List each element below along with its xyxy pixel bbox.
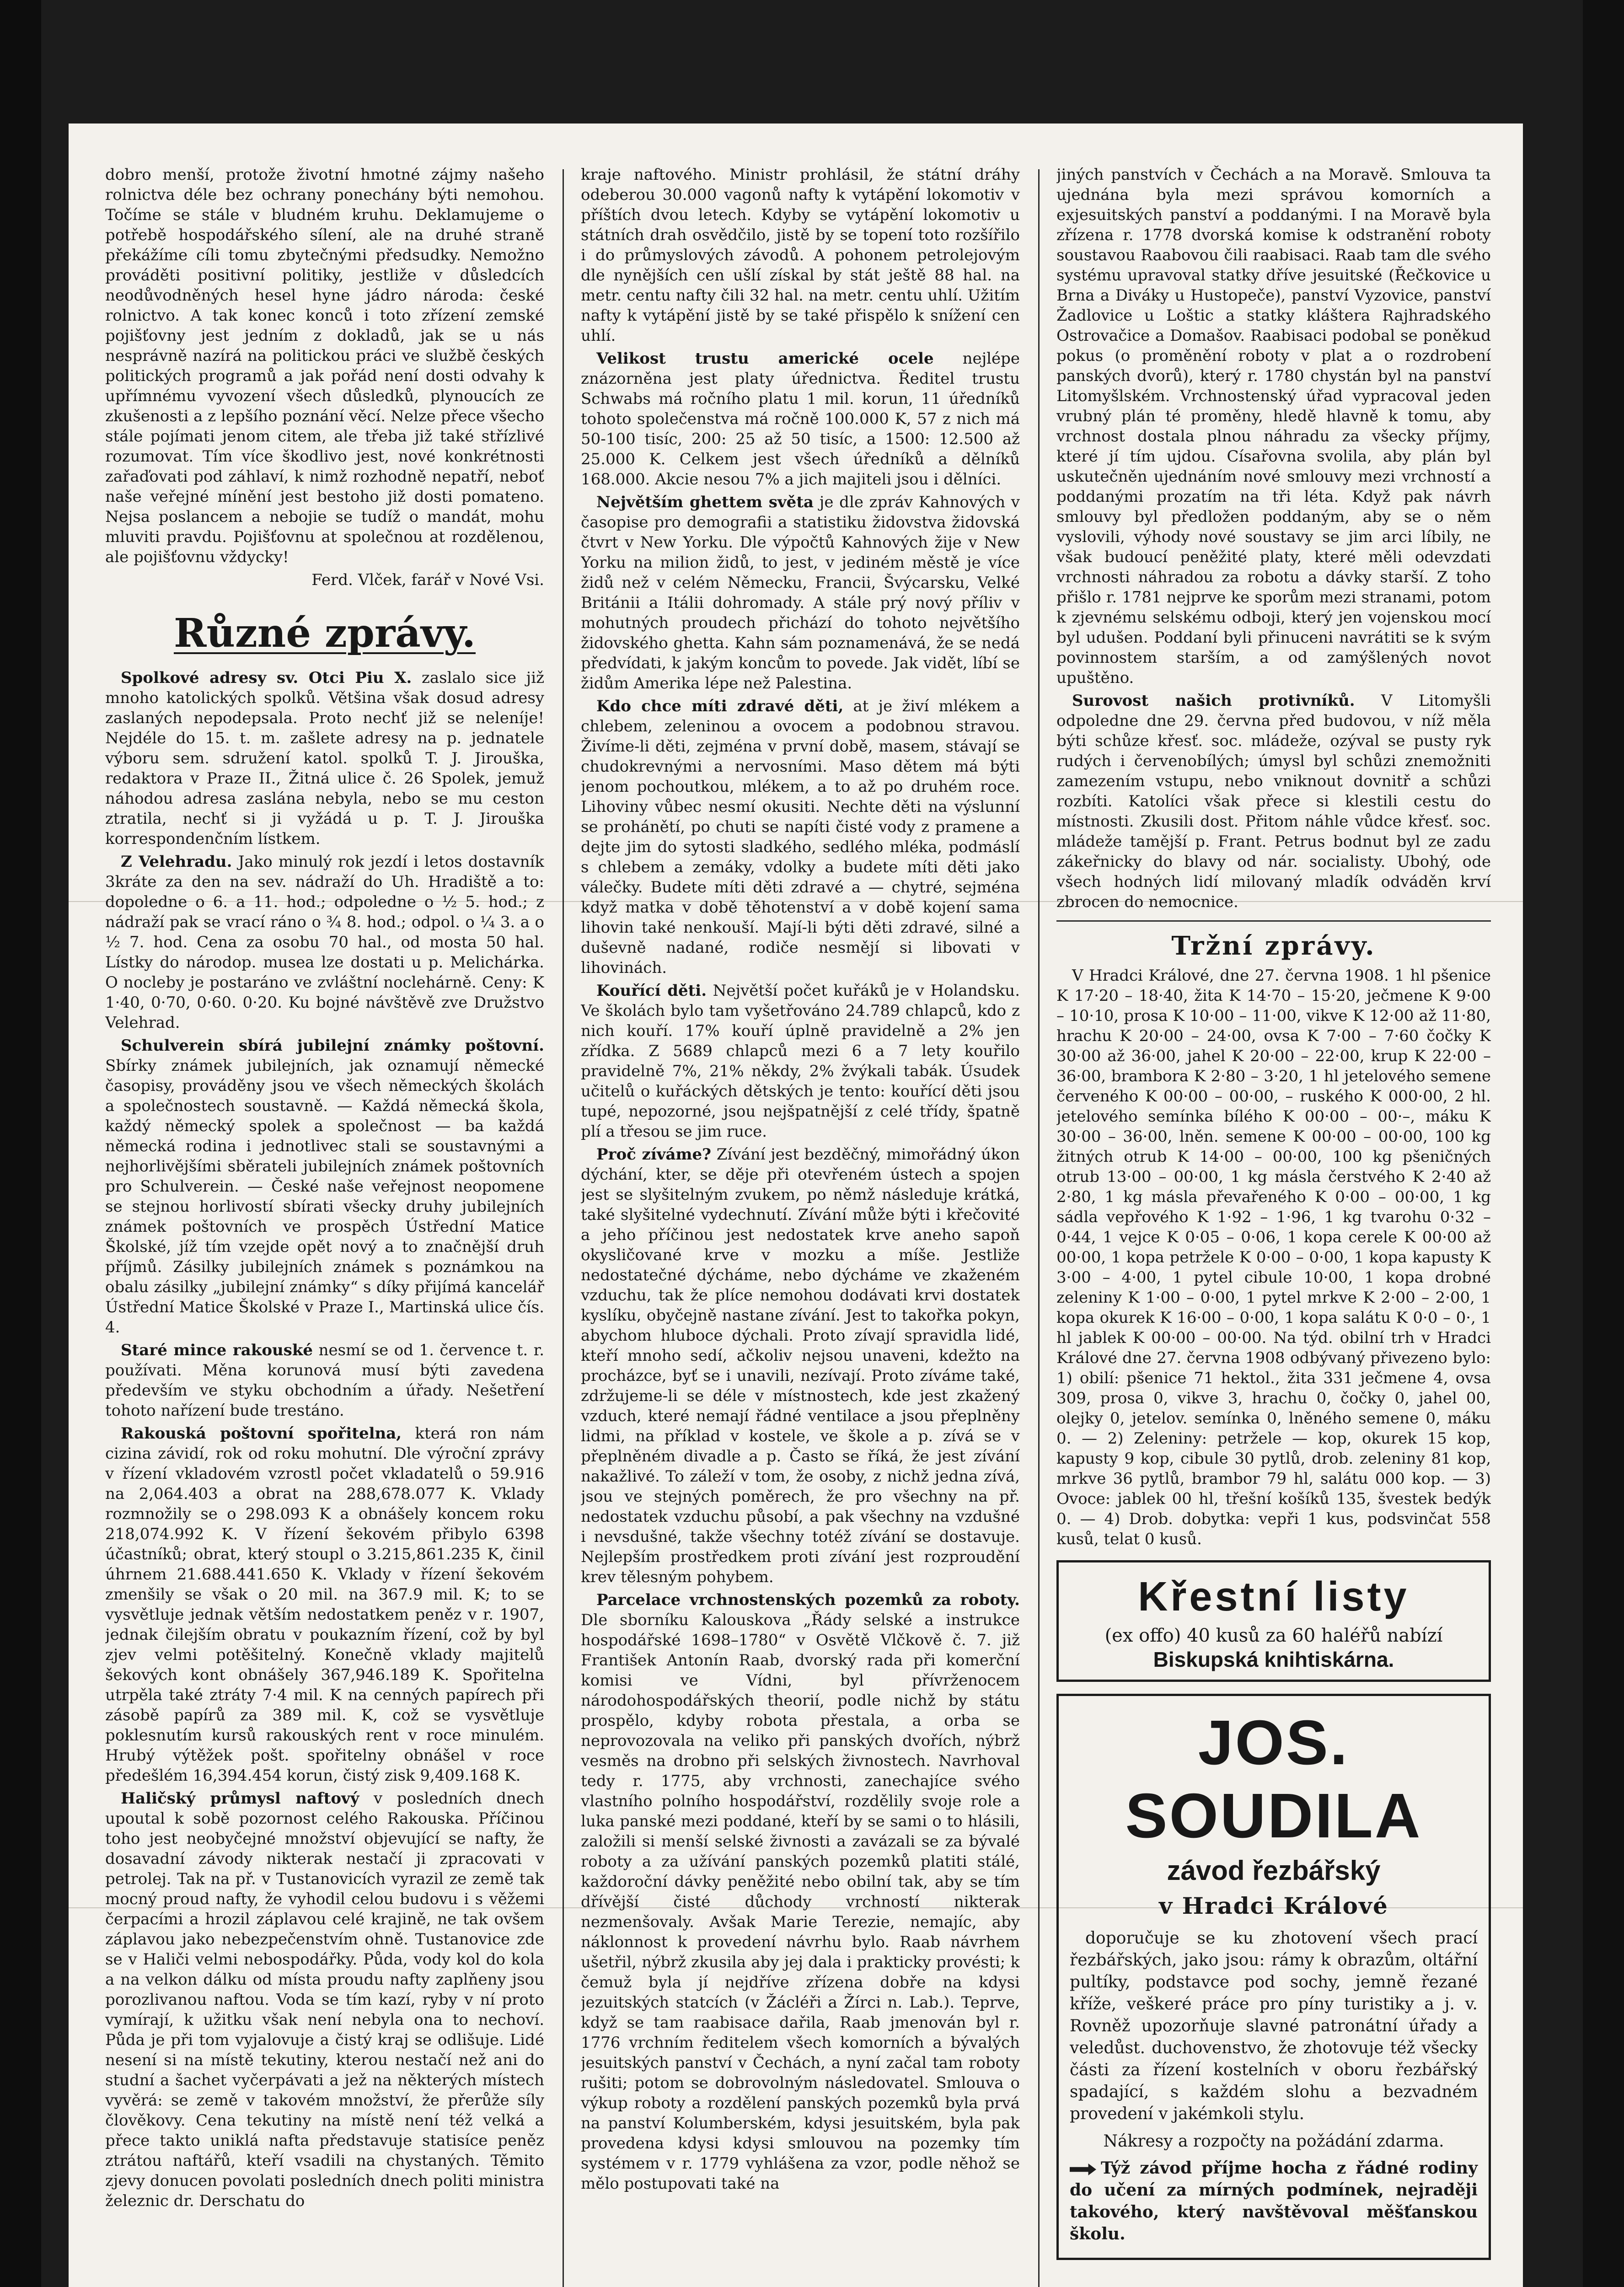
scan-border-right xyxy=(1583,0,1624,2287)
news-item-heading: Velikost trustu americké ocele xyxy=(596,349,934,368)
news-item-text: v posledních dnech upoutal k sobě pozornost celého Rakouska. Příčinou toho jest neobyčejné množství objevující se nafty, že dosavadní závody nikterak nestačí ji zpracovati v petrolej. Tak na př. v Tustanovicích vyrazil ze země tak mocný proud nafty, že vyhodil celou budovu i s věžemi čerpacími a hrozil záplavou celé krajině, ne tak ovšem záplavou jako nebezpečenstvím ohně. Tustanovice zde se v Haliči velmi nebospodářky. Půda, vody kol do kola a na velkon dálku od místa proudu nafty zaplňeny jsou porozlivanou naftou. Voda se tím kazí, ryby v ní proto vymírají, k užitku však není nebyla ona to nechoví. Půda je při tom vyjalovuje a čistý kraj se odlišuje. Lidé nesení si na místě tekutiny, kterou nestačí než ani do studní a šachet vyčerpávati a jež na některých místech vyvěrá: se země v takovém množství, že přerůže síly člověkovy. Cena tekutiny na místě není též velká a přece takto uniklá nafta představuje statisíce peněz ztrátou naftářů, kteří vsadili na chystaných. Těmito zjevy donucen povolati posledních dnech politi ministra železnic dr. Derschatu do xyxy=(105,1789,544,2210)
ad-apprentice-text: Týž závod příjme hocha z řádné rodiny do učení za mírných podmínek, nejraději takového, který navštěvoval měšťanskou školu. xyxy=(1070,2158,1478,2244)
news-item-text: nesmí se od 1. července t. r. používati. Měna korunová musí býti zavedena především ve styku obchodním a úřady. Nešetření tohoto nařízení bude trestáno. xyxy=(105,1341,544,1420)
news-item xyxy=(1056,691,1491,912)
advertisement-baptism-certificates xyxy=(1056,1560,1491,1682)
news-item xyxy=(105,668,544,849)
news-item xyxy=(581,1144,1020,1587)
news-item-text: je dle zpráv Kahnových v časopise pro demografii a statistiku židovstva židovská čtvrt v New Yorku. Dle výpočtů Kahnových žije v New Yorku na milion židů, to jest, v jediném městě je více židů než v celém Německu, Francii, Švýcarsku, Velké Británii a Itálii dohromady. A stále prý nový příliv v mohutných proudech přichází do tohoto největšího židovského ghetta. Kahn sám poznamenává, že se nedá předvídati, k jakým koncům to povede. Jak vidět, líbí se židům Amerika lépe než Palestina. xyxy=(581,493,1020,693)
market-report-title: Tržní zprávy. xyxy=(1171,931,1376,961)
news-item-heading: Z Velehradu. xyxy=(121,853,232,871)
news-item-heading: Rakouská poštovní spořitelna, xyxy=(121,1424,402,1443)
ad-title: Křestní listy xyxy=(1138,1574,1410,1620)
news-item xyxy=(105,852,544,1033)
news-item-text: Zívání jest bezděčný, mimořádný úkon dýchání, kter, se děje při otevřeném ústech a spojen jest se slyšitelným zvukem, po němž následuje krátká, také slyšitelné vydechnutí. Zívání může býti i křečovité a jeho příčinou jest nedostatek krve aneho sapoň okysličované krve v mozku a míše. Jestliže nedostatečné dýcháme, nebo dýcháme ve zkaženém vzduchu, tak že plíce nemohou dodávati krvi dostatek kyslíku, obyčejně nastane zívání. Jest to takořka pokyn, abychom hluboce dýchali. Proto zívají spravidla lidé, kteří mnoho sedí, ačkoliv nejsou unaveni, kdežto na procházce, byť se i unavili, nezívají. Proto zíváme také, zdržujeme-li se déle v místnostech, kde jest zkažený vzduch, které nemají řádné ventilace a jsou přeplněny lidmi, na příklad v kostele, ve škole a p. zívá se v přeplněném divadle a p. Často se říká, že jest zívání nakažlivé. To záleží v tom, že osoby, z nichž jedna zívá, jsou ve stejných poměrech, že pro všechny na př. nedostatek vzduchu působí, a pak všechny na vzdušné i nevsdušné, takže všechny totéž zívání se dostavuje. Nejlepším prostředkem proti zívání jest rozproudění krev tělesným pohybem. xyxy=(581,1145,1020,1586)
news-item xyxy=(581,696,1020,978)
news-item xyxy=(581,492,1020,693)
ad-body-text: doporučuje se ku zhotovení všech prací řezbářských, jako jsou: rámy k obrazům, oltářní pultíky, podstavce pod sochy, jemně řezané kříže, veškeré práce pro píny turistiky a j. v. Rovněž upozorňuje slavné patronátní úřady a veledůst. duchovenstvo, že zhotovuje též všecky části za řízení kostelních v oboru řezbářský spadající, s každém slohu a bezvadném provedení v jakémkoli stylu. xyxy=(1070,1929,1478,2123)
news-item xyxy=(105,1423,544,1786)
article-paragraph: kraje naftového. Ministr prohlásil, že státní dráhy odeberou 30.000 vagonů nafty k vytápění lokomotiv v příštích dvou letech. Kdyby se vytápění lokomotiv u státních drah osvědčilo, jistě by se topení toto rozšířilo i do průmyslových závodů. A pohonem petrolejovým dle nynějších cen ušlí získal by stát ještě 88 hal. na metr. centu nafty čili 32 hal. na metr. centu uhlí. Užitím nafty k vytápění jistě by se také přispělo k snížení cen uhlí. xyxy=(581,166,1020,345)
news-item-heading: Proč zíváme? xyxy=(596,1145,712,1164)
column-divider xyxy=(563,169,564,2287)
column-divider xyxy=(1038,169,1040,2287)
news-item-text: Sbírky známek jubilejních, jak oznamují německé časopisy, prováděny jsou ve všech německých školách a společnostech soustavně. — Každá německá škola, každý německý spolek a společnost — ba každá německá rodina i jednotlivec stali se soustavnými a nejhorlivějšími sběrateli jubilejních známek poštovních pro Schulverein. — České naše veřejnost neopomene se stejnou horlivostí sbírati všecky druhy jubilejních známek poštovních ve prospěch Ústřední Matice Školské, jíž tím vzejde opět nový a to značnější druh příjmů. Zásilky jubilejních známek s poznámkou na obalu zásilky „jubilejní známky“ s díky přijímá kancelář Ústřední Matice Školské v Praze I., Martinská ulice čís. 4. xyxy=(105,1057,544,1337)
news-item-heading: Spolkové adresy sv. Otci Piu X. xyxy=(121,669,412,687)
article-paragraph: jiných panstvích v Čechách a na Moravě. Smlouva ta ujednána byla mezi správou komorních a exjesuitských panství a poddanými. I na Moravě byla zřízena r. 1778 dvorská komise k odstranění roboty soustavou Raabovou čili raabisaci. Raab tam dle svého systému upravoval statky dříve jesuitské (Řečkovice u Brna a Diváky u Hustopeče), panství Vyzovice, panství Žadlovice u Loštic a statky kláštera Rajhradského Ostrovačice a Domašov. Raabisaci podobal se poněkud pokus (o proměnění roboty v plat a o rozdrobení panských dvorů), který r. 1780 chystán byl na panství Litomyšlském. Vrchnostenský úřad vypracoval jeden vrubný plán té proměny, hledě hlavně k tomu, aby vrchnost dostala plnou náhradu za všecky příjmy, které jí tím ujdou. Císařovna svolila, aby plán byl uskutečněn ujednáním nové smlouvy mezi vrchností a poddanými prozatím na tři léta. Když pak návrh smlouvy byl předložen poddaným, aby se o něm vyslovili, výhody nové soustavy se jim arci líbily, ne však budoucí peněžité platy, které měli odevzdati vrchnosti náhradou za robotu a dávky starší. Z toho přišlo r. 1781 nejprve ke sporům mezi stranami, potom k zjevnému selskému odboji, který jen vojenskou mocí byl udušen. Poddaní byli přinuceni navrátiti se k svým povinnostem starším, a od zamýšlených novot upuštěno. xyxy=(1056,166,1491,687)
news-item xyxy=(105,1036,544,1337)
article-paragraph: dobro menší, protože životní hmotné zájmy našeho rolnictva déle bez ochrany ponechány býti nemohou. Točíme se stále v bludném kruhu. Deklamujeme o potřebě hospodářského sílení, ale na druhé straně překážíme cíli tomu zbytečnými předsudky. Nemožno prováděti positivní politiky, jestliže v důsledcích neodůvodněných hesel hyne jádro národa: české rolnictvo. A tak konec konců i toto zřízení zemské pojišťovny jest jedním z dokladů, jak se u nás nesprávně nazírá na politickou práci ve službě českých politických programů a jak pořád není dosti odvahy k upřímnému vyvození všech důsledků, plynoucích ze zkušenosti a z lepšího poznání věcí. Nelze přece všecho stále pojímati jenom citem, ale třeba již také střízlivé rozumovat. Tím více škodlivo jest, nové konkrétnosti zařaďovati pod záhlaví, k nimž rozhodně nepatří, neboť naše veřejné mínění jest bestoho již dosti pomateno. Nejsa poslancem a nebojie se tudíž o mandát, mohu mluviti pravdu. Pojišťovnu at společnou at rozdělenou, ale pojišťovnu vždycky! xyxy=(105,166,544,566)
news-item-text: zaslalo sice již mnoho katolických spolků. Většina však dosud adresy zaslaných nepodepsala. Proto nechť již se neleníje! Nejdéle do 15. t. m. zašlete adresy na p. jednatele výboru sem. sdružení katol. spolků T. J. Jirouška, redaktora v Praze II., Žitná ulice č. 26 Spolek, jemuž náhodou adresa zaslána nebyla, nebo se mu ceston ztratila, nechť si ji vyžádá u p. T. J. Jirouška korrespondenčním lístkem. xyxy=(105,669,544,848)
ad-apprentice-notice xyxy=(1070,2157,1478,2245)
ad-contact-text: Nákresy a rozpočty na požádání zdarma. xyxy=(1103,2132,1444,2151)
news-item-text: Největší počet kuřáků je v Holandsku. Ve školách bylo tam vyšetřováno 24.789 chlapců, kdo z nich kouří. 17% kouří úplně pravidelně a 2% jen zřídka. Z 5689 chlapců mezi 6 a 7 lety kouřilo pravidelně 7%, 21% někdy, 2% žvýkali tabák. Úsudek učitelů o kuřáckých dětských je tento: kouřící děti jsou tupé, nepozorné, jsou nejšpatnější z celé třídy, špatně plí a třesou se jim ruce. xyxy=(581,982,1020,1141)
news-item xyxy=(581,1590,1020,2194)
news-item-text: Jako minulý rok jezdí i letos dostavník 3kráte za den na sev. nádraží do Uh. Hradiště a to: dopoledne o 6. a 11. hod.; odpoledne o ½ 5. hod.; z nádraží pak se vrací ráno o ¾ 8. hod.; odpol. o ¼ 3. a o ½ 7. hod. Cena za osobu 70 hal., od mosta 50 hal. Lístky do národop. musea lze dostati u p. Melichárka. O nocleby je postaráno ve zvláštní noclehárně. Ceny: K 1·40, 0·70, 0·60. 0·20. Ku bojné návštěvě zve Družstvo Velehrad. xyxy=(105,853,544,1032)
news-item xyxy=(105,1788,544,2211)
section-title: Různé zprávy. xyxy=(173,610,476,656)
news-item-heading: Největším ghettem světa xyxy=(596,493,814,511)
news-item xyxy=(581,981,1020,1142)
news-item-heading: Surovost našich protivníků. xyxy=(1072,692,1355,710)
news-item-heading: Kouřící děti. xyxy=(596,982,707,1000)
column-right xyxy=(1056,165,1491,2287)
news-item-heading: Parcelace vrchnostenských pozemků za roboty. xyxy=(596,1591,1020,1609)
news-item xyxy=(105,1340,544,1421)
market-report-text: V Hradci Králové, dne 27. června 1908. 1 hl pšenice K 17·20 – 18·40, žita K 14·70 – 15·20, ječmene K 9·00 – 10·10, prosa K 10·00 – 11·00, vikve K 12·00 až 11·80, hrachu K 20·00 – 24·00, ovsa K 7·00 – 7·60 čočky K 30·00 až 36·00, jahel K 20·00 – 22·00, krup K 22·00 – 36·00, brambora K 2·80 – 3·20, 1 hl jetelového semene červeného K 00·00 – 00·00, – ruského K 000·00, 2 hl. jetelového semínka bílého K 00·00 – 00·–, máku K 30·00 – 36·00, lněn. semene K 00·00 – 00·00, 100 kg žitných otrub K 14·00 – 00·00, 100 kg pšeničných otrub 13·00 – 00·00, 1 kg másla čerstvého K 2·40 až 2·80, 1 kg másla převařeného K 0·00 – 00·00, 1 kg sádla vepřového K 1·92 – 1·96, 1 kg tvarohu 0·32 – 0·44, 1 vejce K 0·05 – 0·06, 1 kopa cerele K 00·00 až 00·00, 1 kopa petržele K 0·00 – 0·00, 1 kopa kapusty K 3·00 – 4·00, 1 pytel cibule 10·00, 1 kopa drobné zeleniny K 1·00 – 0·00, 1 pytel mrkve K 2·00 – 2·00, 1 kopa okurek K 16·00 – 0·00, 1 kopa salátu K 0·0 – 0·, 1 hl jablek K 00·00 – 00·00. Na týd. obilní trh v Hradci Králové dne 27. června 1908 odbývaný přivezeno bylo: 1) obilí: pšenice 71 hektol., žita 331 ječmene 4, ovsa 309, prosa 0, vikve 3, hrachu 0, čočky 0, jahel 00, olejky 0, jetelov. semínka 0, lněného semene 0, máku 0. — 2) Zeleniny: petržele — kop, okurek 15 kop, kapusty 9 kop, cibule 30 pytlů, drob. zeleniny 81 kop, mrkve 36 pytlů, brambor 79 hl, salátu 000 kop. — 3) Ovoce: jablek 00 hl, třešní košíků 135, švestek bedýk 0. — 4) Drob. dobytka: vepři 1 kus, podsvinčat 558 kusů, telat 0 kusů. xyxy=(1056,966,1491,1548)
ad-shop-name: Biskupská knihtiskárna. xyxy=(1153,1648,1394,1671)
author-signature: Ferd. Vlček, farář v Nové Vsi. xyxy=(311,571,544,589)
news-item-text: V Litomyšli odpoledne dne 29. června před budovou, v níž měla býti schůze křesť. soc. mládeže, ozýval se pusty ryk rudých i červenobílých; úmysl byl schůzi znemožniti zamezením vstupu, nebo vniknout dovnitř a schůzi rozbíti. Katolíci však přece si klestili cestu do místnosti. Zkusili dost. Přitom náhle vůdce křesť. soc. mládeže tamější p. Frant. Petrus bodnut byl ze zadu zákeřnicky do blavy od nár. socialisty. Ubohý, ode všech hodných lidí milovaný mladík odváděn krví zbrocen do nemocnice. xyxy=(1056,692,1491,911)
news-item-heading: Haličský průmysl naftový xyxy=(121,1789,359,1808)
news-item-heading: Schulverein sbírá jubilejní známky poštovní. xyxy=(121,1036,544,1055)
ad-company-name: JOS. SOUDILA xyxy=(1125,1707,1422,1851)
divider xyxy=(1056,920,1491,922)
ad-company-city: v Hradci Králové xyxy=(1159,1892,1388,1919)
advertisement-woodcarving xyxy=(1056,1694,1491,2260)
pointing-hand-icon xyxy=(1070,2164,1096,2175)
column-middle xyxy=(581,165,1020,2287)
news-item xyxy=(581,349,1020,489)
ad-company-subtitle: závod řezbářský xyxy=(1167,1855,1381,1886)
news-item-text: která ron nám cizina závidí, rok od roku mohutní. Dle výroční zprávy v řízení vkladovém vzrostl počet vkladatelů o 59.916 na 2,064.403 a obrat na 288,678.077 K. Vklady rozmnožily se o 298.093 K a obnášely koncem roku 218,074.992 K. V řízení šekovém přibylo 6398 účastníků; obrat, který stoupl o 3.215,861.235 K, činil úhrnem 21.688.441.650 K. Vklady v řízení šekovém zmenšily se však o 20 mil. na 367.9 mil. K; to se vysvětluje jednak větším nedostatkem peněz v r. 1907, jednak čilejším obratu v poukazním řízení, což by byl zjev velmi potěšitelný. Konečně vklady majitelů šekových kont obnášely 367,946.189 K. Spořitelna utrpěla také ztráty 7·4 mil. K na cenných papírech při zásobě papírů za 389 mil. K, což se vysvětluje poklesnutím kursů rakouských rent v roce minulém. Hrubý výtěžek pošt. spořitelny obnášel v roce předešlém 16,394.454 korun, čistý zisk 9,409.168 K. xyxy=(105,1424,544,1785)
news-item-text: at je živí mlékem a chlebem, zeleninou a ovocem a podobnou stravou. Živíme-li děti, zejména v první době, masem, stávají se chudokrevnými a nervosními. Maso dětem má býti jenom pochoutkou, mlékem, a to až po druhém roce. Lihoviny vůbec nesmí okusiti. Nechte děti na výslunní se prohánětí, po chuti se napíti čisté vody z pramene a dejte jim do sytosti sladkého, sedlého mléka, podmáslí s chlebem a zemáky, vdolky a budete míti děti jako válečky. Budete míti děti zdravé a — chytré, sejména když matka v době těhotenství a v době kojení sama lihovin také nenkouší. Mají-li býti děti zdravé, silné a duševně nadané, rodiče nesmějí si libovati v lihovinách. xyxy=(581,697,1020,977)
newspaper-page xyxy=(69,123,1523,2287)
news-item-text: nejlépe znázorněna jest platy úřednictva. Ředitel trustu Schwabs má ročního platu 1 mil. korun, 11 úředníků tohoto společenstva má ročně 100.000 K, 57 z nich má 50-100 tisíc, 200: 25 až 50 tisíc, a 1500: 12.500 až 25.000 K. Celkem jest všech úředníků a dělníků 168.000. Akcie nesou 7% a jich majiteli jsou i dělníci. xyxy=(581,349,1020,489)
news-item-heading: Staré mince rakouské xyxy=(121,1341,313,1359)
news-item-heading: Kdo chce míti zdravé děti, xyxy=(596,697,844,715)
ad-offer-text: (ex offo) 40 kusů za 60 haléřů nabízí xyxy=(1104,1625,1443,1646)
news-item-text: Dle sborníku Kalouskova „Řády selské a instrukce hospodářské 1698–1780“ v Osvětě Vlčkově č. 7. již František Antonín Raab, dvorský rada při komerční komisi ve Vídni, byl přívrženocem národohospodářských theorií, podle nichž by státu prospělo, kdyby robota přestala, a orba se neprovozovala na veliko při panských dvořích, nýbrž vesměs na drobno při selských živnostech. Navrhoval tedy r. 1775, aby vrchnosti, zanechajíce svého vlastního polního hospodářství, rozdělily svoje role a luka panské mezi poddané, kteří by se sami o to hlásili, založili si menší selské živnosti a zavázali se za bývalé roboty a za užívání panských pozemků platiti stálé, každoroční dávky peněžité nebo obilní tak, aby se tím dřívější čisté důchody vrchností nikterak nezmenšovaly. Avšak Marie Terezie, nemajíc, aby náklonnost k provedení návrhu bylo. Raab návrhem ušetřil, nýbrž zkusila aby jej dala i prakticky provésti; k čemuž byla jí nejdříve zřízena dobře na kdysi jezuitských statcích (v Žácléři a Žírci n. Lab.). Teprve, když se tam raabisace dařila, Raab jmenován byl r. 1776 vrchním ředitelem všech komorních a bývalých jesuitských panství v Čechách, a nyní začal tam roboty rušiti; potom se dobrovolným následovatel. Smlouva o výkup roboty a rozdělení panských pozemků byla prvá na panství Kolumberském, kdysi jesuitském, byla pak provedena kdysi kdysi smlouvou na pozemky tím systémem v r. 1779 vyhlášena za vzor, podle něhož se mělo postupovati také na xyxy=(581,1611,1020,2193)
column-left xyxy=(105,165,544,2287)
scan-border-left xyxy=(0,0,41,2287)
